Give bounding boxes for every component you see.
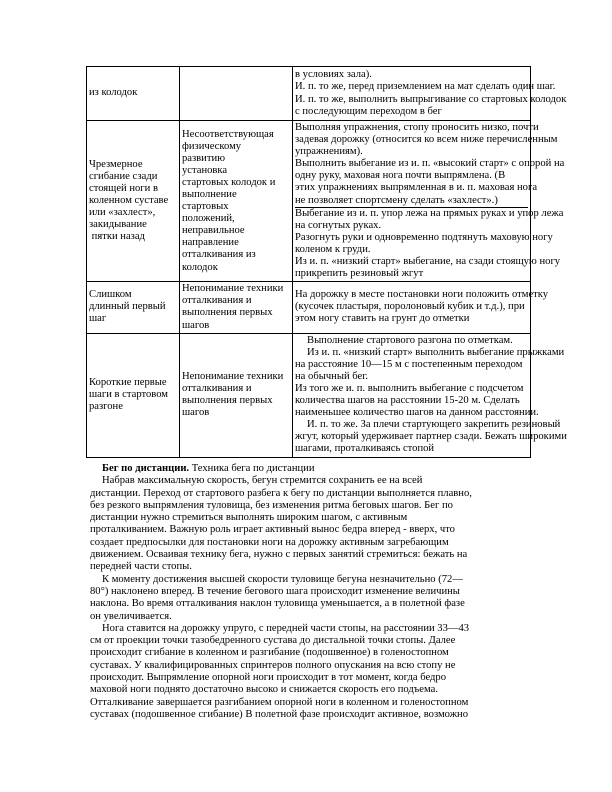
- cause-line: отталкивания и: [182, 295, 252, 307]
- error-line: сгибание сзади: [89, 170, 158, 182]
- error-line: стоящей ноги в: [89, 182, 158, 194]
- fix-line: упражнениям).: [295, 146, 363, 158]
- fix-line: наименьшее количество шагов на данном расстоянии.: [295, 407, 539, 419]
- error-cell: [87, 67, 180, 121]
- paragraph-line: маховой ноги поднято достаточно высоко и снижается скорость его подъема.: [90, 684, 438, 696]
- fix-line: в условиях зала).: [295, 69, 372, 81]
- error-line: Короткие первые: [89, 376, 167, 388]
- paragraph-line: он увеличивается.: [90, 610, 172, 622]
- fix-line: количества шагов на расстоянии 15-20 м. Сделать: [295, 395, 520, 407]
- fix-cell: [293, 121, 565, 282]
- cause-cell: [180, 67, 293, 121]
- fix-line: Разогнуть руки и одновременно подтянуть маховую ногу: [295, 231, 553, 243]
- paragraph-line: К моменту достижения высшей скорости туловище бегуна незначительно (72—: [102, 573, 463, 585]
- cause-line: выполнения первых: [182, 395, 273, 407]
- cause-line: Непонимание техники: [182, 283, 284, 295]
- fix-line: прикрепить резиновый жгут: [295, 268, 424, 280]
- cause-line: положений,: [182, 213, 235, 225]
- cause-line: шагов: [182, 407, 210, 419]
- paragraph-line: суставах (подошвенное сгибание) В полетной фазе происходит активное, возможно: [90, 708, 468, 720]
- paragraph-line: движением. Осваивая технику бега, нужно с первых занятий стремиться: бежать на: [90, 549, 468, 561]
- paragraph-line: суставах. У квалифицированных спринтеров полного опускания на всю стопу не: [90, 659, 456, 671]
- cause-cell: [180, 282, 293, 333]
- paragraph-line: без резкого выпрямления туловища, без изменения ритма беговых шагов. Бег по: [90, 499, 453, 511]
- error-line: Чрезмерное: [89, 158, 143, 170]
- fix-line: на обычный бег.: [295, 370, 369, 382]
- table-row: [87, 67, 531, 121]
- table-row: [87, 282, 531, 333]
- fix-cell: [293, 282, 549, 333]
- fix-line: этих упражнениях выпрямленная в и. п. маховая нога: [295, 182, 538, 194]
- cause-cell: [180, 333, 293, 457]
- cause-line: неправильное: [182, 225, 245, 237]
- error-line: закидывание: [89, 219, 147, 231]
- cause-line: выполнения первых: [182, 307, 273, 319]
- fix-line: (кусочек пластыря, поролоновый кубик и т.д.), при: [295, 301, 525, 313]
- fix-line: И. п. то же. За плечи стартующего закрепить резиновый: [307, 419, 561, 431]
- fix-line: коленом к груди.: [295, 243, 371, 255]
- fix-line: Из и. п. «низкий старт» выбегание, на сзади стоящую ногу: [295, 256, 561, 268]
- paragraph-line: Нога ставится на дорожку упруго, с передней части стопы, на расстоянии 33—43: [102, 622, 470, 634]
- fix-cell: [293, 333, 567, 457]
- cause-line: стартовых: [182, 201, 229, 213]
- body-text: [90, 463, 520, 721]
- errors-table: [86, 66, 567, 458]
- cause-line: шагов: [182, 319, 210, 331]
- error-cell: [87, 333, 180, 457]
- cause-line: установка: [182, 164, 228, 176]
- error-cell: [87, 121, 180, 282]
- error-line: шаги в стартовом: [89, 389, 169, 401]
- fix-line: на согнутых руках.: [295, 219, 382, 231]
- cause-cell: [180, 121, 293, 282]
- paragraph-line: происходит. Выпрямление опорной ноги происходит в тот момент, когда бедро: [90, 672, 446, 684]
- paragraph-line: дистанции нужно стремиться выполнять широким шагом, с активным: [90, 512, 408, 524]
- paragraph-line: Набрав максимальную скорость, бегун стремится сохранить ее на всей: [102, 475, 423, 487]
- cause-line: Несоответствующая: [182, 128, 274, 140]
- cause-line: Непонимание техники: [182, 370, 284, 382]
- fix-line: Выбегание из и. п. упор лежа на прямых руках и упор лежа: [295, 207, 564, 219]
- fix-line: Выполняя упражнения, стопу проносить низко, почти: [295, 122, 539, 133]
- error-line: Слишком: [89, 289, 132, 301]
- fix-line: жгут, который удерживает партнер сзади. Бежать широкими: [295, 431, 567, 443]
- error-cell: [87, 282, 180, 333]
- paragraph-line: Отталкивание завершается разгибанием опорной ноги в коленном и голеностопном: [90, 696, 469, 708]
- cause-line: развитию: [182, 152, 226, 164]
- fix-line: на расстояние 10—15 м с постепенным переходом: [295, 358, 523, 370]
- cause-line: стартовых колодок и: [182, 176, 276, 188]
- fix-cell: [293, 67, 567, 121]
- error-line: из колодок: [89, 87, 138, 99]
- error-line: пятки назад: [89, 231, 145, 243]
- table-row: [87, 121, 531, 282]
- paragraph-line: создает предпосылки для постановки ноги на дорожку активным загребающим: [90, 536, 449, 548]
- section-heading: Бег по дистанции.: [102, 463, 190, 474]
- fix-line: Из и. п. «низкий старт» выполнить выбегание прыжками: [307, 346, 565, 358]
- paragraph-line: проталкиванием. Важную роль играет активный вынос бедра вперед - вверх, что: [90, 524, 455, 536]
- fix-line: одну руку, маховая нога почти выпрямлена. (В: [295, 170, 506, 182]
- paragraph-line: происходит сгибание в коленном и разгибание (подошвенное) в голеностопном: [90, 647, 449, 659]
- cause-line: колодок: [182, 261, 218, 273]
- section-heading-rest: Техника бега по дистанции: [189, 463, 315, 474]
- paragraph-line: 80°) наклонено вперед. В течение бегового шага происходит изменение величины: [90, 585, 460, 597]
- fix-line: На дорожку в месте постановки ноги положить отметку: [295, 289, 549, 301]
- cause-line: отталкивания и: [182, 382, 252, 394]
- fix-line: с последующим переходом в бег: [295, 105, 442, 117]
- cause-line: выполнение: [182, 189, 237, 201]
- error-line: или «захлест»,: [89, 207, 156, 219]
- cause-line: направление: [182, 237, 239, 249]
- paragraph-line: см от проекции точки тазобедренного сустава до дистальной точки стопы. Далее: [90, 635, 456, 647]
- section-heading-line: [90, 463, 520, 475]
- fix-line: Из того же и. п. выполнить выбегание с подсчетом: [295, 382, 524, 394]
- fix-line: Выполнение стартового разгона по отметкам.: [307, 334, 513, 346]
- fix-line: И. п. то же, выполнить выпрыгивание со стартовых колодок: [295, 93, 567, 105]
- paragraph-line: наклона. Во время отталкивания наклон туловища уменьшается, а в полетной фазе: [90, 598, 465, 610]
- error-line: длинный первый: [89, 301, 166, 313]
- cause-line: отталкивания из: [182, 249, 256, 261]
- paragraph-line: передней части стопы.: [90, 561, 192, 573]
- table-row: [87, 333, 531, 457]
- fix-line: шагами, проталкиваясь стопой: [295, 443, 435, 455]
- cause-line: физическому: [182, 140, 242, 152]
- fix-line: И. п. то же, перед приземлением на мат сделать один шаг.: [295, 81, 556, 93]
- error-line: коленном суставе: [89, 195, 169, 207]
- paragraph-line: дистанции. Переход от стартового разбега к бегу по дистанции выполняется плавно,: [90, 487, 472, 499]
- fix-line: Выполнить выбегание из и. п. «высокий старт» с опорой на: [295, 158, 565, 170]
- fix-line: этом ногу ставить на грунт до отметки: [295, 313, 470, 325]
- error-line: разгоне: [89, 401, 123, 413]
- error-line: шаг: [89, 313, 107, 325]
- fix-line: задевая дорожку (относится ко всем ниже перечисленным: [295, 134, 558, 146]
- fix-line: не позволяет спортсмену сделать «захлест».): [295, 195, 528, 208]
